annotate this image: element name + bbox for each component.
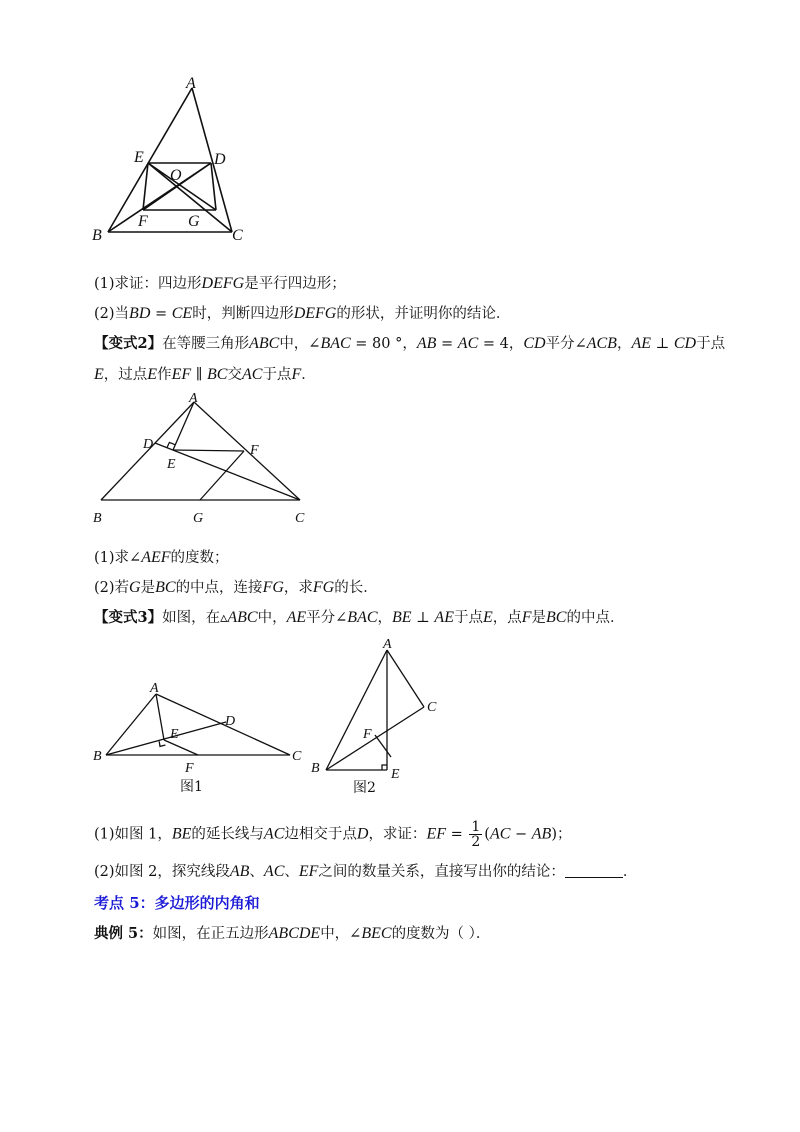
label-a: A: [150, 681, 159, 696]
q1-part1: (1)求证：四边形DEFG是平行四边形；: [94, 275, 346, 292]
caption-fig1: 图1: [180, 779, 203, 795]
label-g: G: [193, 511, 204, 526]
example5: 典例 5：如图，在正五边形ABCDE中，∠BEC的度数为（ ）．: [94, 925, 491, 942]
label-a: A: [383, 637, 392, 652]
label-o: O: [170, 167, 182, 184]
figure-variant3-fig2: [305, 632, 455, 797]
label-e: E: [167, 457, 176, 472]
label-b: B: [311, 761, 320, 776]
fraction-one-half: $\frac{1}{2}$: [471, 819, 481, 850]
variant2-part1: (1)求∠AEF的度数；: [94, 549, 229, 566]
label-c: C: [232, 227, 243, 244]
label-f: F: [250, 443, 259, 458]
q1-part2: (2)当BD = CE时，判断四边形DEFG的形状，并证明你的结论．: [94, 305, 511, 322]
label-b: B: [93, 749, 102, 764]
variant3-part2: (2)如图 2，探究线段AB、AC、EF之间的数量关系，直接写出你的结论： ．: [94, 863, 638, 880]
label-c: C: [292, 749, 302, 764]
label-e: E: [134, 149, 144, 166]
caption-fig2: 图2: [353, 780, 376, 796]
label-c: C: [427, 700, 437, 715]
answer-blank[interactable]: [565, 865, 623, 878]
label-d: D: [225, 714, 236, 729]
label-a: A: [189, 391, 198, 406]
label-c: C: [295, 511, 305, 526]
section-title: 考点 5：多边形的内角和: [94, 894, 260, 912]
label-g: G: [188, 213, 200, 230]
variant2-part2: (2)若G是BC的中点，连接FG，求FG的长．: [94, 579, 378, 596]
label-f: F: [138, 213, 148, 230]
variant3-part1: (1)如图 1，BE的延长线与AC边相交于点D，求证：EF = $\frac{1}{2}$ (AC − AB)；: [94, 819, 572, 850]
label-a: A: [186, 75, 196, 92]
label-e: E: [391, 767, 400, 782]
variant2-line2: E，过点E作EF ∥ BC交AC于点F．: [94, 366, 316, 383]
label-f: F: [185, 761, 194, 776]
figure-variant3-fig1: [85, 674, 315, 796]
label-d: D: [143, 437, 154, 452]
variant2-line1: 【变式2】在等腰三角形ABC中，∠BAC = 80 °，AB = AC = 4，CD平分∠ACB，AE ⊥ CD于点: [94, 335, 726, 352]
figure-parallelogram-defg: [80, 74, 260, 249]
label-d: D: [214, 151, 226, 168]
label-b: B: [93, 511, 102, 526]
variant3-line1: 【变式3】如图，在▵ABC中，AE平分∠BAC，BE ⊥ AE于点E，点F是BC的中点．: [94, 609, 625, 626]
figure-isosceles-triangle: [85, 388, 325, 530]
label-e: E: [170, 727, 179, 742]
label-b: B: [92, 227, 102, 244]
label-f: F: [363, 727, 372, 742]
